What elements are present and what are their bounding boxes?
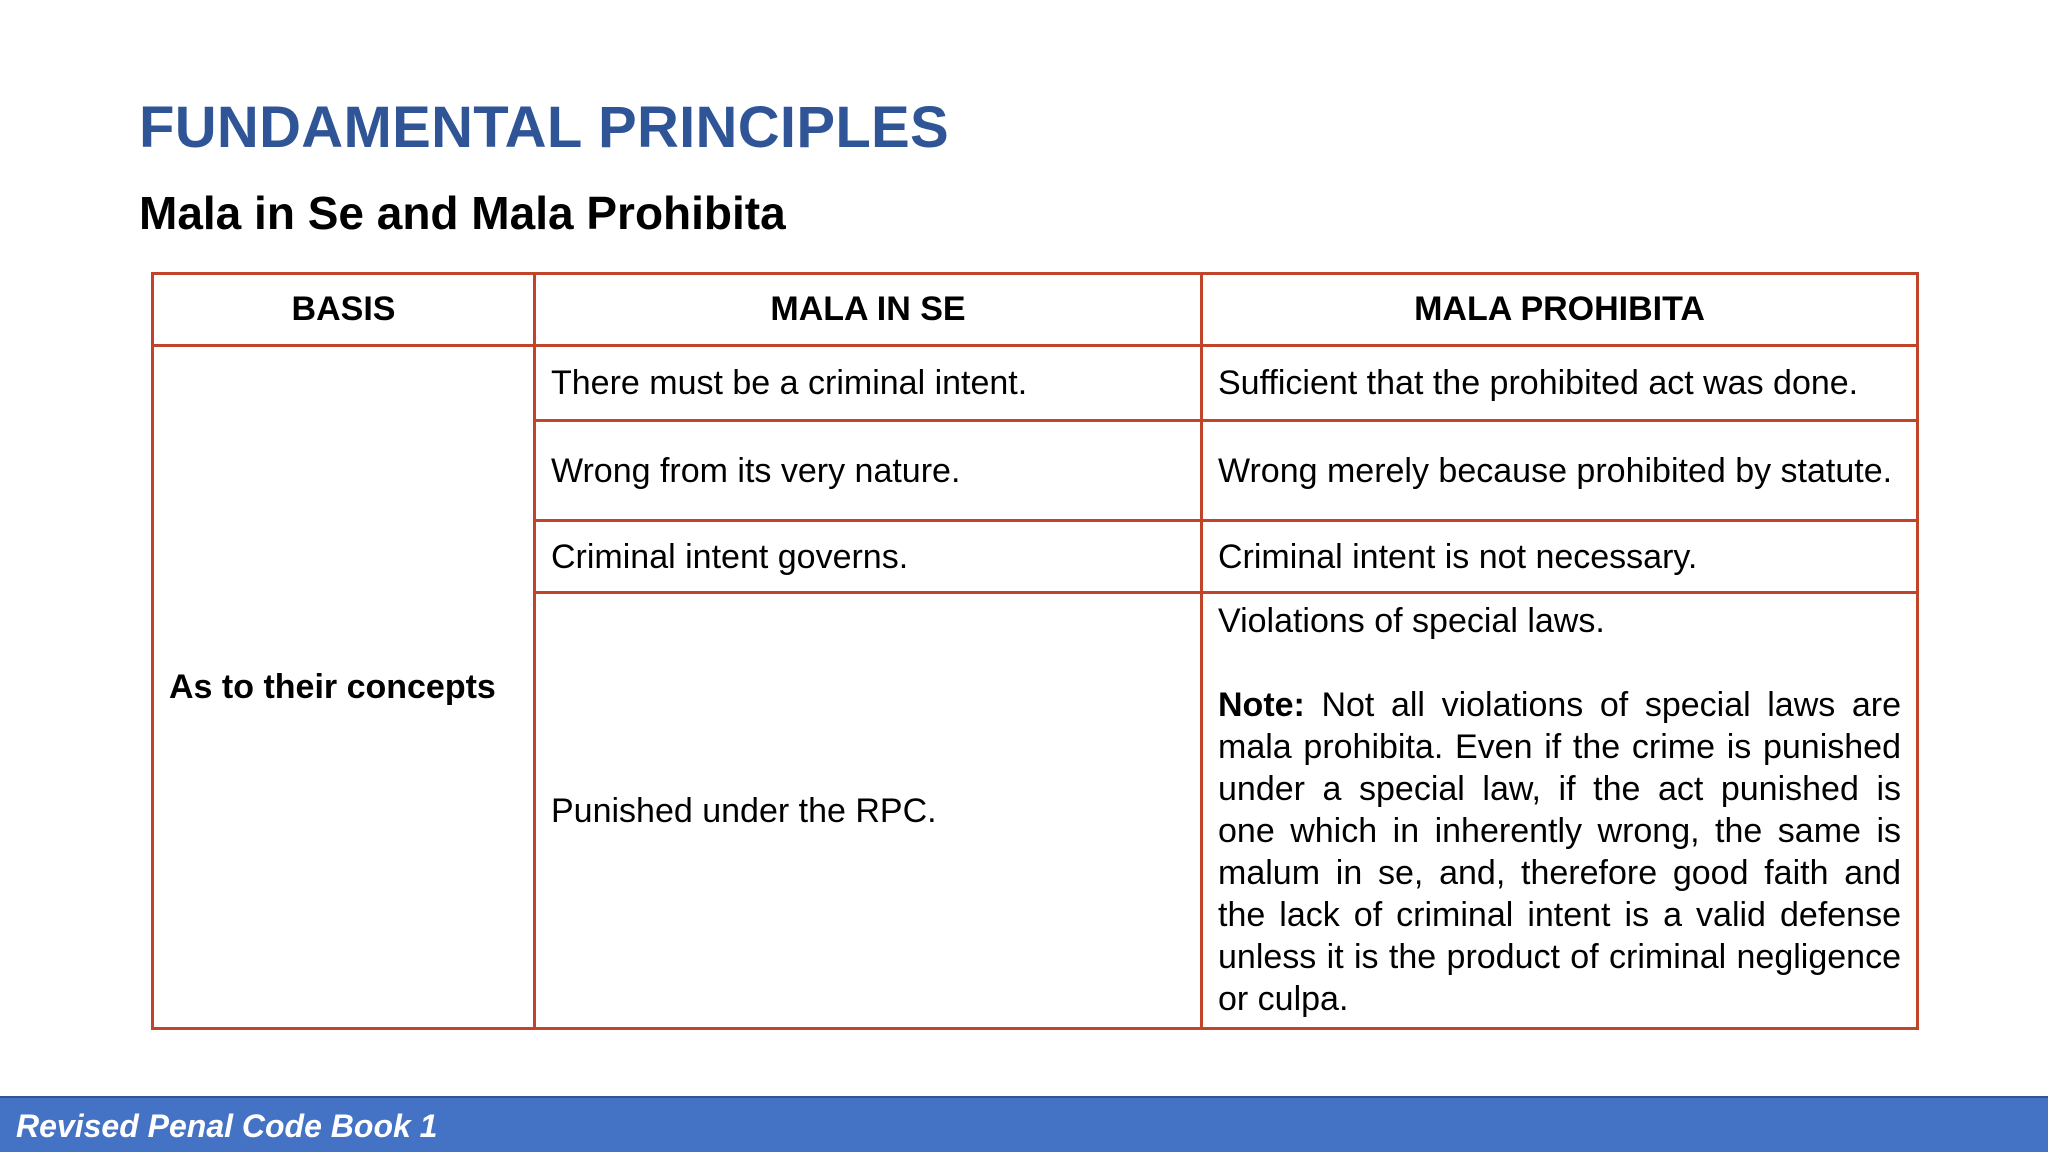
mala-in-se-cell: Punished under the RPC. [535, 593, 1202, 1029]
mala-in-se-cell: Wrong from its very nature. [535, 421, 1202, 521]
mala-prohibita-cell: Sufficient that the prohibited act was done. [1202, 346, 1918, 421]
slide-subtitle: Mala in Se and Mala Prohibita [139, 187, 786, 239]
mala-in-se-cell: There must be a criminal intent. [535, 346, 1202, 421]
footer-bar [0, 1096, 2048, 1152]
slide-title: FUNDAMENTAL PRINCIPLES [139, 95, 950, 160]
mala-prohibita-cell: Wrong merely because prohibited by statute. [1202, 421, 1918, 521]
note-text: Not all violations of special laws are mala prohibita. Even if the crime is punished under a special law, if the act punished is one which in inherently wrong, the same is malum in se, and, therefore good faith and the lack of criminal intent is a valid defense unless it is the product of criminal negligence or culpa. [1218, 686, 1901, 1018]
mala-in-se-cell: Criminal intent governs. [535, 521, 1202, 593]
header-basis: BASIS [153, 274, 535, 346]
header-mala-prohibita: MALA PROHIBITA [1202, 274, 1918, 346]
table-row [153, 346, 1918, 421]
footer-text: Revised Penal Code Book 1 [16, 1108, 438, 1144]
table-header-row [153, 274, 1918, 346]
basis-cell: As to their concepts [153, 346, 535, 1029]
note-paragraph [1218, 684, 1901, 1026]
comparison-table [151, 272, 1919, 1030]
note-label: Note: [1218, 686, 1305, 724]
header-mala-in-se: MALA IN SE [535, 274, 1202, 346]
mala-prohibita-cell: Criminal intent is not necessary. [1202, 521, 1918, 593]
mala-prohibita-cell [1202, 593, 1918, 1029]
mala-prohibita-text: Violations of special laws. [1218, 602, 1605, 640]
